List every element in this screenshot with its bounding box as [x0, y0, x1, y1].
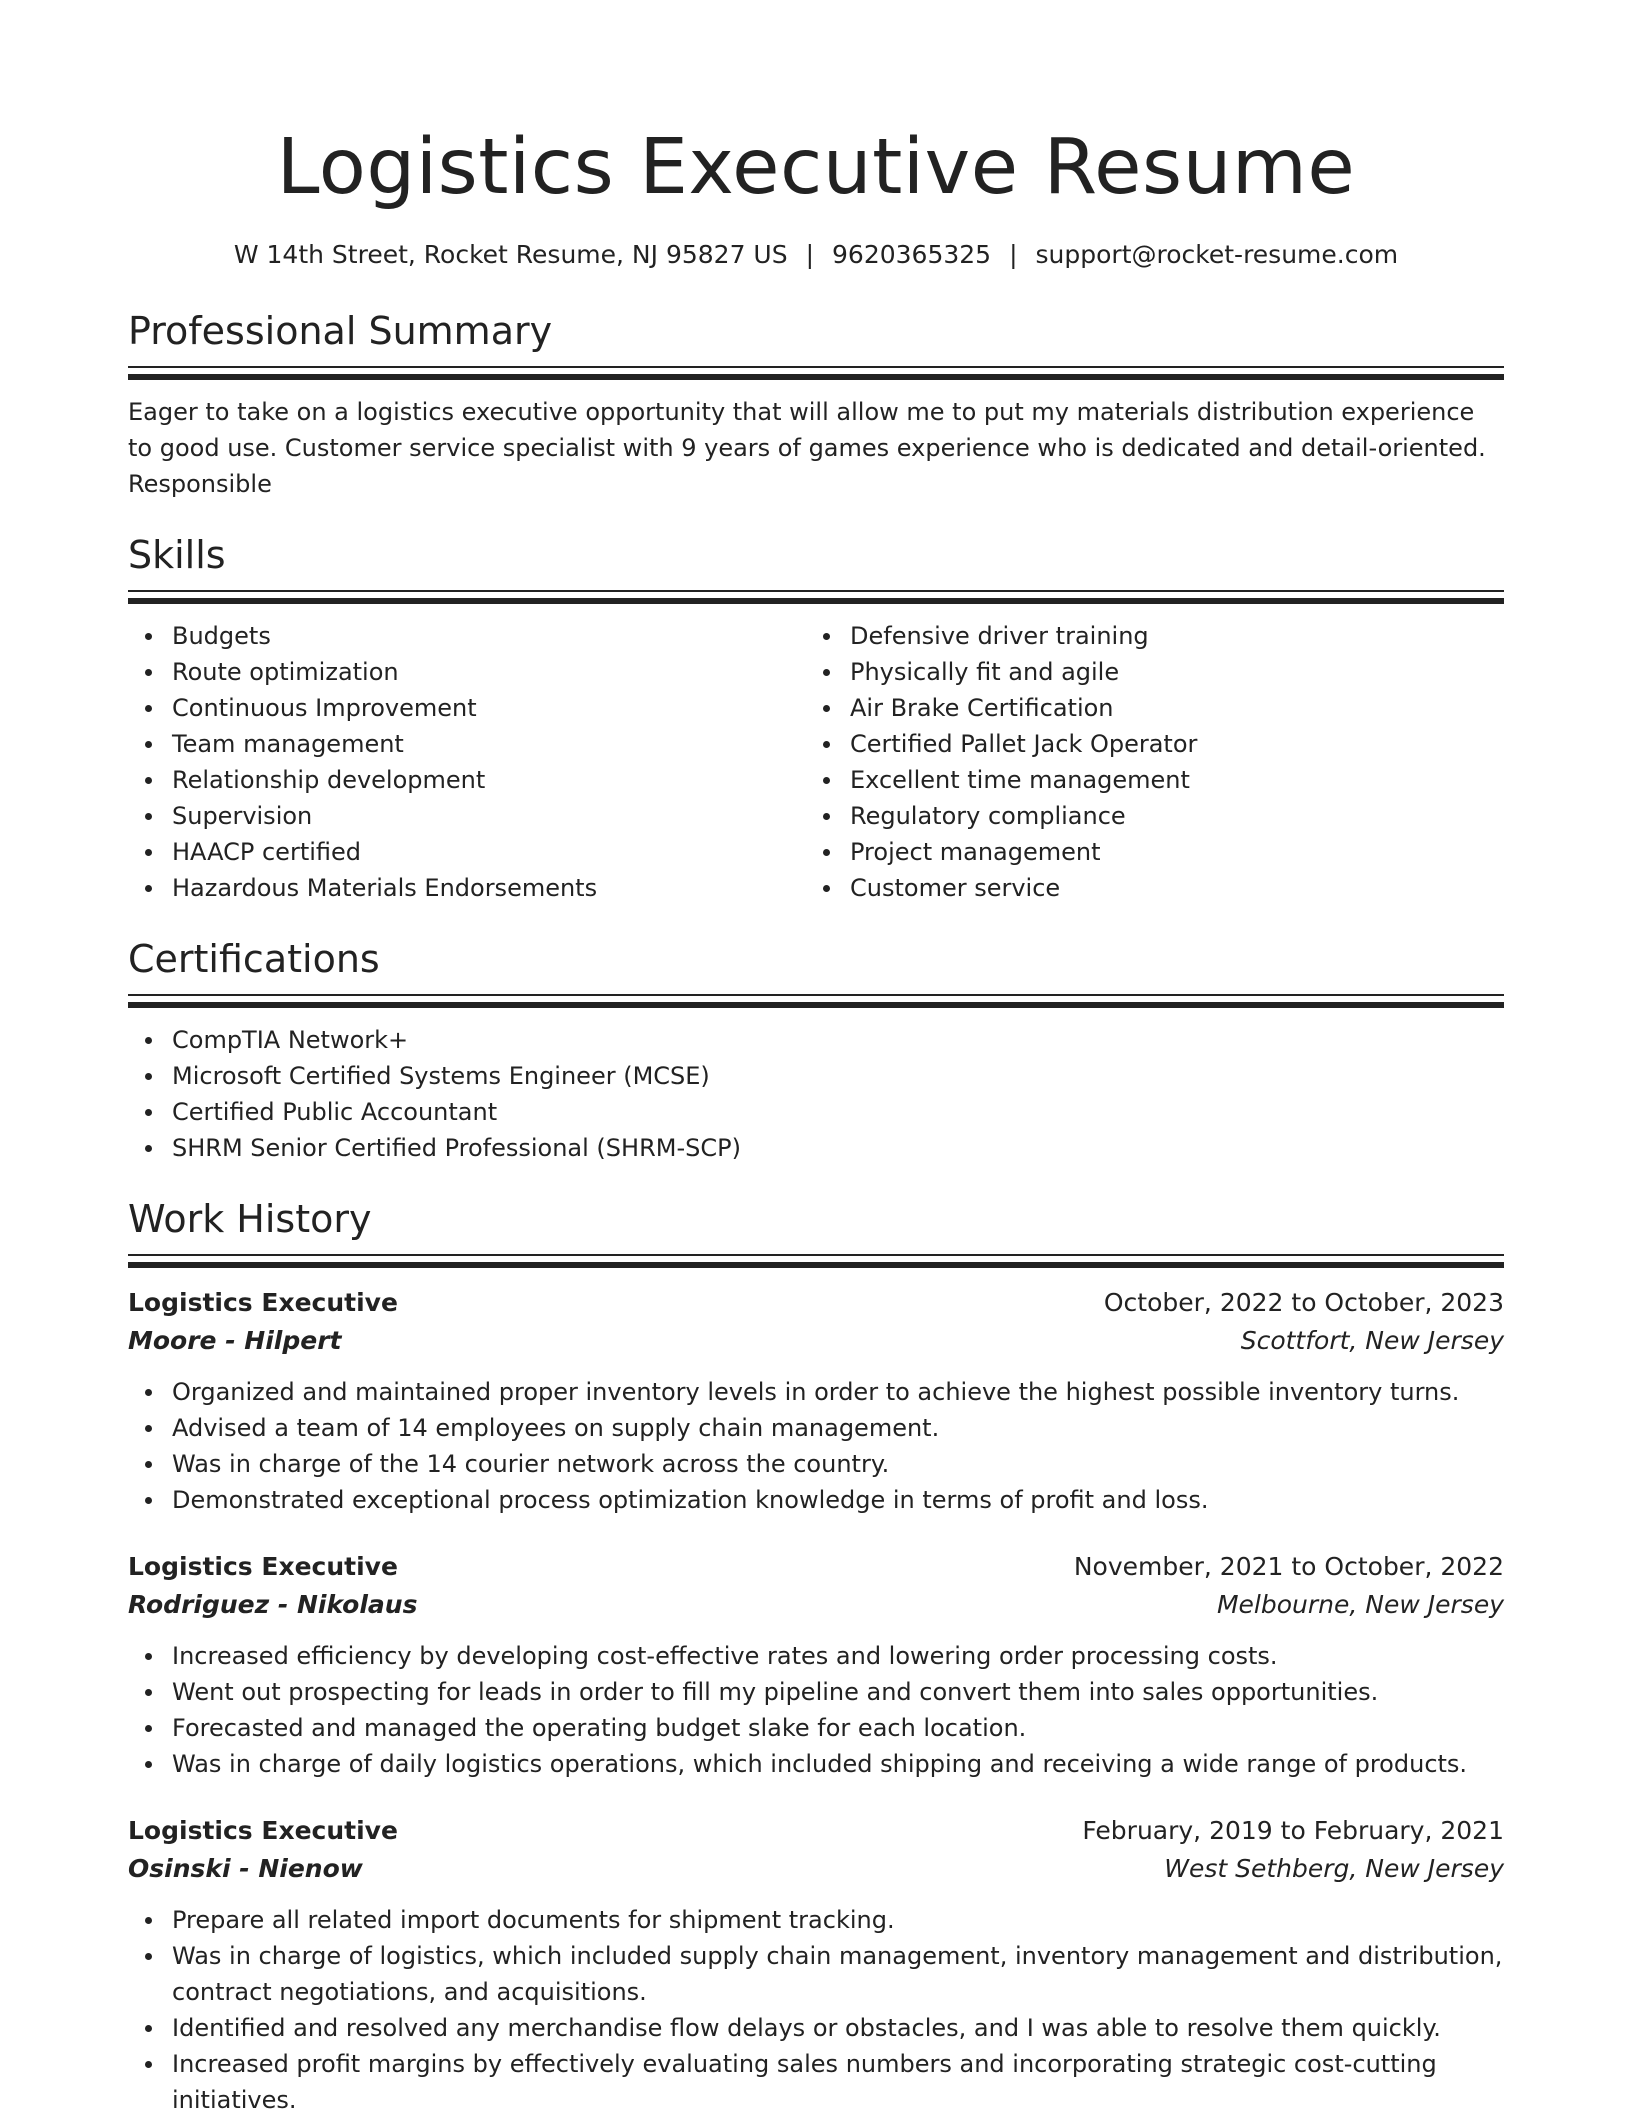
skills-list-left [128, 618, 806, 906]
contact-separator: | [1009, 240, 1018, 269]
job-subheader [128, 1850, 1504, 1888]
skill-item: Defensive driver training [850, 618, 1484, 654]
skill-item: HAACP certified [172, 834, 806, 870]
job-header [128, 1812, 1504, 1850]
resume-page [128, 0, 1504, 2118]
work-history-section [128, 1194, 1504, 2118]
summary-text: Eager to take on a logistics executive opportunity that will allow me to put my materials distribution experience to good use. Customer service specialist with 9 years of games experience who is dedicated and detail-oriented. Responsible [128, 398, 1486, 498]
skill-item: Budgets [172, 618, 806, 654]
job-entry [128, 1284, 1504, 1518]
contact-line [128, 238, 1504, 272]
job-subheader [128, 1322, 1504, 1360]
skill-item: Project management [850, 834, 1484, 870]
job-bullet: Advised a team of 14 employees on supply chain management. [172, 1410, 1504, 1446]
contact-address: W 14th Street, Rocket Resume, NJ 95827 US [233, 240, 788, 269]
certification-item: Microsoft Certified Systems Engineer (MCSE) [172, 1058, 1504, 1094]
job-company: Osinski - Nienow [128, 1854, 363, 1883]
job-title: Logistics Executive [128, 1288, 398, 1317]
page-title: Logistics Executive Resume [276, 123, 1356, 212]
section-divider [128, 994, 1504, 1008]
job-bullet: Demonstrated exceptional process optimization knowledge in terms of profit and loss. [172, 1482, 1504, 1518]
job-entry [128, 1812, 1504, 2118]
section-divider [128, 1254, 1504, 1268]
job-title: Logistics Executive [128, 1816, 398, 1845]
job-dates: October, 2022 to October, 2023 [1103, 1288, 1504, 1317]
certification-item: Certified Public Accountant [172, 1094, 1504, 1130]
skill-item: Relationship development [172, 762, 806, 798]
contact-email[interactable]: support@rocket-resume.com [1035, 240, 1399, 269]
job-title: Logistics Executive [128, 1552, 398, 1581]
job-header [128, 1548, 1504, 1586]
job-company: Rodriguez - Nikolaus [128, 1590, 418, 1619]
section-divider [128, 590, 1504, 604]
skill-item: Hazardous Materials Endorsements [172, 870, 806, 906]
job-bullet: Was in charge of logistics, which included supply chain management, inventory management and distribution, contract negotiations, and acquisitions. [172, 1938, 1504, 2010]
certification-item: CompTIA Network+ [172, 1022, 1504, 1058]
skills-section [128, 530, 1504, 906]
skill-item: Air Brake Certification [850, 690, 1484, 726]
job-bullet: Prepare all related import documents for shipment tracking. [172, 1902, 1504, 1938]
skills-grid [128, 618, 1504, 906]
skill-item: Team management [172, 726, 806, 762]
job-bullet: Was in charge of daily logistics operations, which included shipping and receiving a wide range of products. [172, 1746, 1504, 1782]
job-location: Scottfort, New Jersey [1240, 1326, 1504, 1355]
job-bullet: Went out prospecting for leads in order to fill my pipeline and convert them into sales opportunities. [172, 1674, 1504, 1710]
job-bullet: Organized and maintained proper inventory levels in order to achieve the highest possible inventory turns. [172, 1374, 1504, 1410]
job-location: Melbourne, New Jersey [1216, 1590, 1504, 1619]
job-bullet: Was in charge of the 14 courier network across the country. [172, 1446, 1504, 1482]
skill-item: Excellent time management [850, 762, 1484, 798]
job-location: West Sethberg, New Jersey [1164, 1854, 1504, 1883]
job-header [128, 1284, 1504, 1322]
summary-heading: Professional Summary [128, 309, 553, 353]
job-dates: November, 2021 to October, 2022 [1073, 1552, 1504, 1581]
job-bullets [128, 1638, 1504, 1782]
job-bullets [128, 1374, 1504, 1518]
certifications-list [128, 1022, 1504, 1166]
certifications-section [128, 934, 1504, 1166]
job-bullet: Forecasted and managed the operating budget slake for each location. [172, 1710, 1504, 1746]
job-entry [128, 1548, 1504, 1782]
skill-item: Continuous Improvement [172, 690, 806, 726]
skill-item: Route optimization [172, 654, 806, 690]
job-subheader [128, 1586, 1504, 1624]
job-bullet: Identified and resolved any merchandise flow delays or obstacles, and I was able to resolve them quickly. [172, 2010, 1504, 2046]
job-company: Moore - Hilpert [128, 1326, 342, 1355]
section-divider [128, 366, 1504, 380]
skill-item: Regulatory compliance [850, 798, 1484, 834]
skill-item: Supervision [172, 798, 806, 834]
job-bullets [128, 1902, 1504, 2118]
certification-item: SHRM Senior Certified Professional (SHRM-SCP) [172, 1130, 1504, 1166]
job-bullet: Increased efficiency by developing cost-effective rates and lowering order processing costs. [172, 1638, 1504, 1674]
summary-section [128, 306, 1504, 502]
job-dates: February, 2019 to February, 2021 [1082, 1816, 1504, 1845]
contact-separator: | [805, 240, 815, 269]
skills-list-right [806, 618, 1484, 906]
skill-item: Physically fit and agile [850, 654, 1484, 690]
work-history-heading: Work History [128, 1197, 372, 1241]
skill-item: Customer service [850, 870, 1484, 906]
job-bullet: Increased profit margins by effectively evaluating sales numbers and incorporating strategic cost-cutting initiatives. [172, 2046, 1504, 2118]
skill-item: Certified Pallet Jack Operator [850, 726, 1484, 762]
certifications-heading: Certifications [128, 937, 380, 981]
contact-phone: 9620365325 [832, 240, 992, 269]
skills-heading: Skills [128, 533, 226, 577]
